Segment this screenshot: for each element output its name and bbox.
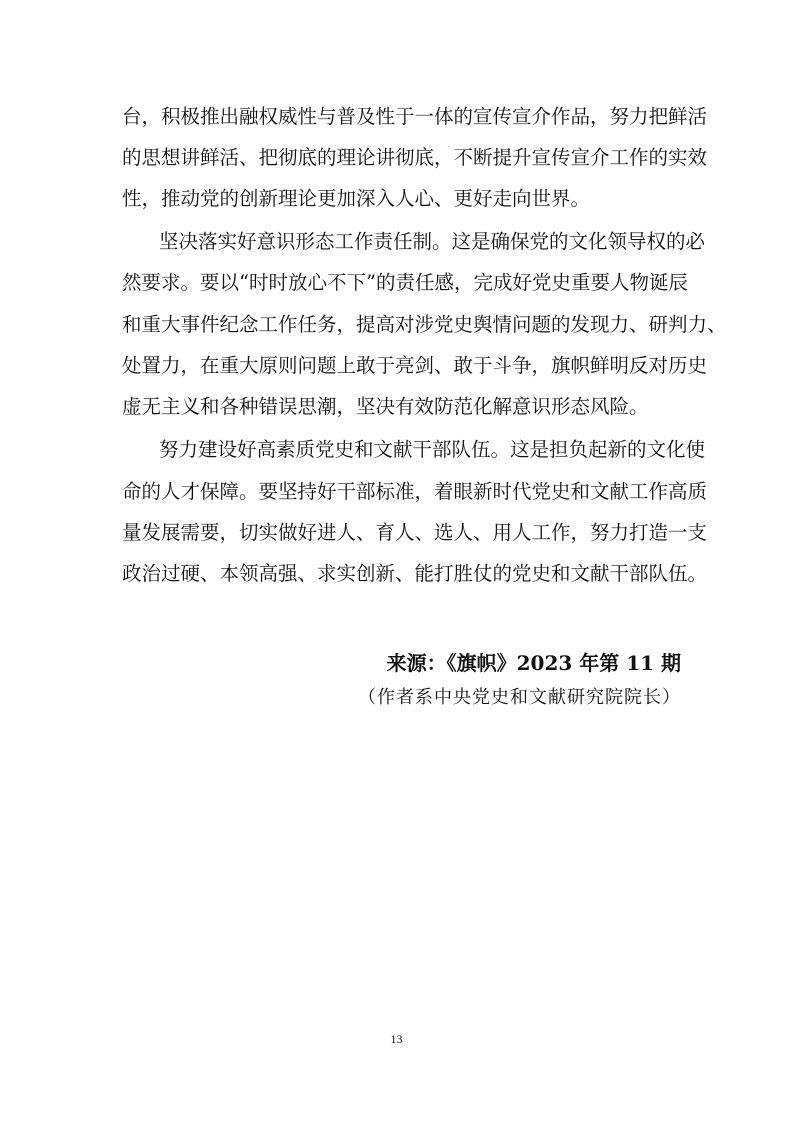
paragraph-1-line-3: 性，推动党的创新理论更加深入人心、更好走向世界。: [122, 187, 591, 210]
paragraph-3-line-1: 努力建设好高素质党史和文献干部队伍。这是担负起新的文化使: [159, 438, 706, 461]
paragraph-3-line-4: 政治过硬、本领高强、求实创新、能打胜仗的党史和文献干部队伍。: [122, 562, 708, 585]
author-note: （作者系中央党史和文献研究院院长）: [358, 687, 681, 708]
paragraph-3-line-2: 命的人才保障。要坚持好干部标准，着眼新时代党史和文献工作高质: [122, 480, 708, 503]
paragraph-1-line-2: 的思想讲鲜活、把彻底的理论讲彻底，不断提升宣传宣介工作的实效: [122, 146, 708, 169]
paragraph-2-line-2: 然要求。要以“时时放心不下”的责任感，完成好党史重要人物诞辰: [122, 271, 688, 294]
paragraph-2-line-3: 和重大事件纪念工作任务，提高对涉党史舆情问题的发现力、研判力、: [122, 313, 727, 336]
paragraph-1-line-1: 台，积极推出融权威性与普及性于一体的宣传宣介作品，努力把鲜活: [122, 105, 708, 128]
paragraph-2-line-5: 虚无主义和各种错误思潮，坚决有效防范化解意识形态风险。: [122, 395, 649, 418]
paragraph-3-line-3: 量发展需要，切实做好进人、育人、选人、用人工作，努力打造一支: [122, 521, 708, 544]
paragraph-2-line-4: 处置力，在重大原则问题上敢于亮剑、敢于斗争，旗帜鲜明反对历史: [122, 354, 708, 377]
page-number: 13: [390, 1032, 403, 1046]
source-citation: 来源：《旗帜》2023 年第 11 期: [386, 651, 681, 675]
paragraph-2-line-1: 坚决落实好意识形态工作责任制。这是确保党的文化领导权的必: [159, 230, 706, 253]
